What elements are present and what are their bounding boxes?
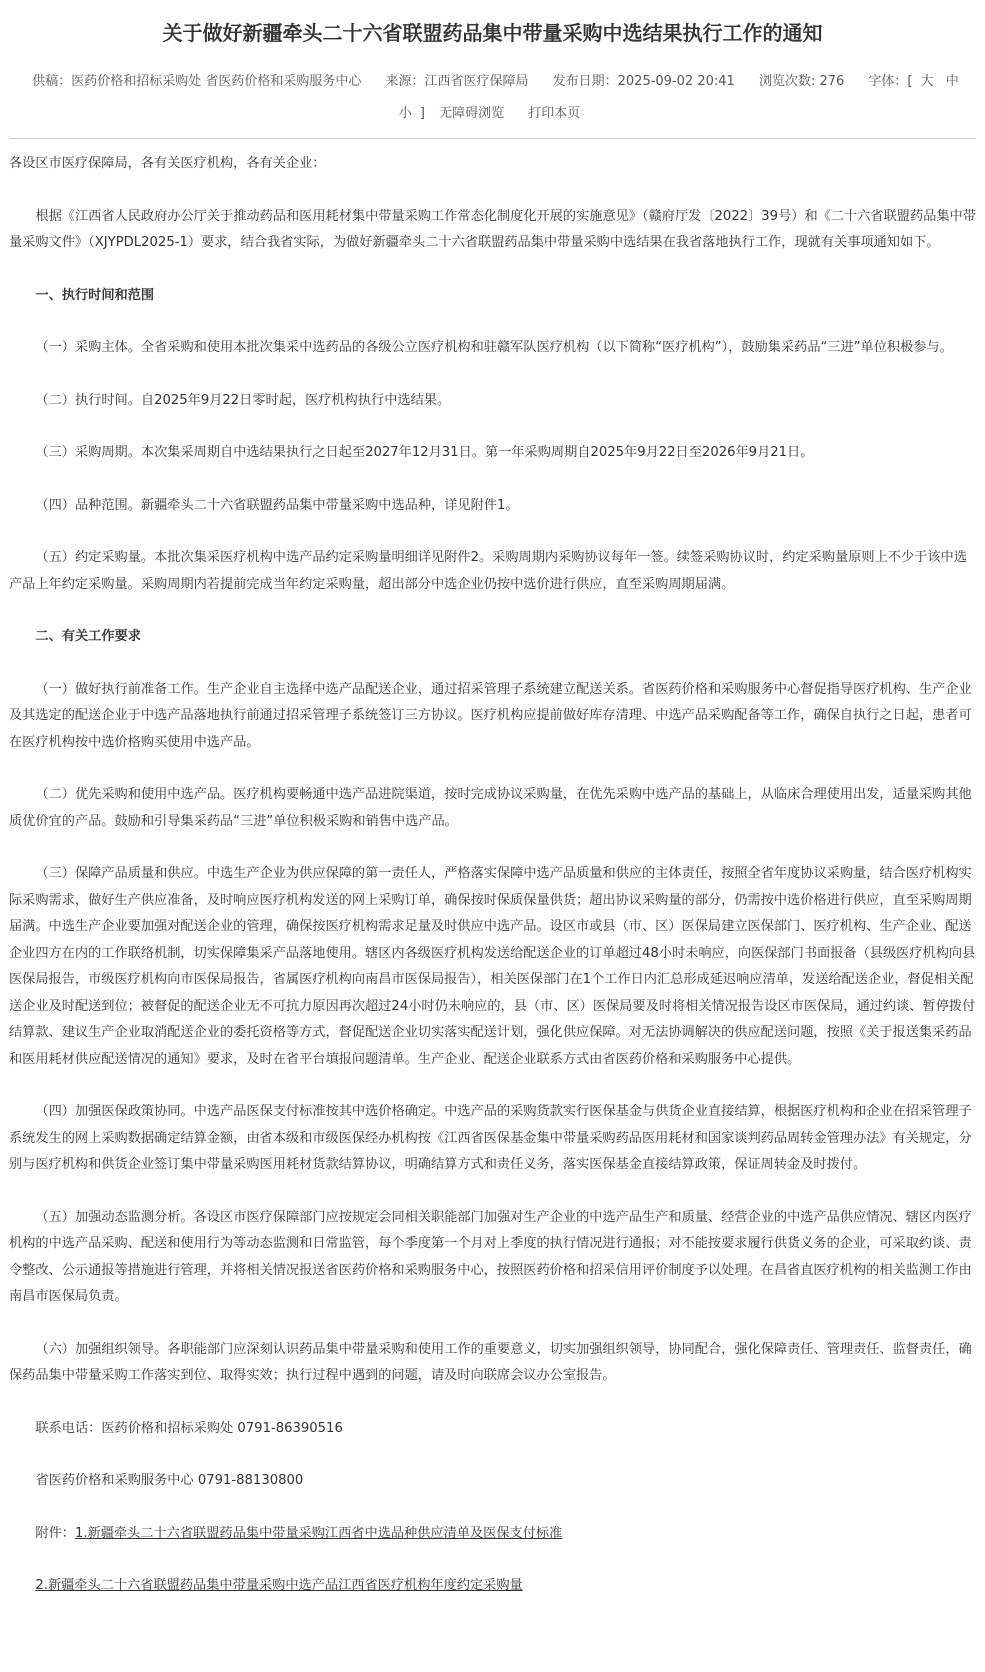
attachments-more: [9, 1573, 976, 1600]
article-body: [9, 151, 976, 1600]
page-title: 关于做好新疆牵头二十六省联盟药品集中带量采购中选结果执行工作的通知: [162, 21, 823, 45]
font-medium-button[interactable]: 中: [945, 74, 959, 89]
attachment-link-1[interactable]: 1.新疆牵头二十六省联盟药品集中带量采购江西省中选品种供应清单及医保支付标准: [74, 1525, 563, 1541]
attachment-link-2[interactable]: 2.新疆牵头二十六省联盟药品集中带量采购中选产品江西省医疗机构年度约定采购量: [35, 1578, 523, 1593]
font-size-close: ]: [419, 106, 425, 121]
section1-item: （四）品种范围。新疆牵头二十六省联盟药品集中带量采购中选品种，详见附件1。: [35, 497, 519, 513]
section-heading-1: 一、执行时间和范围: [35, 287, 155, 303]
font-small-button[interactable]: 小: [398, 106, 412, 121]
section2-item: （三）保障产品质量和供应。中选生产企业为供应保障的第一责任人，严格落实保障中选产品质量和供应的主体责任，按照全省年度协议采购量，结合医疗机构实际采购需求，做好生产供应准备，及时响应医疗机构发送的网上采购订单，确保按时保质保量供货；超出协议采购量的部分，仍需按中选价格进行供应，直至采购周期届满。中选生产企业要加强对配送企业的管理，确保按医疗机构需求足量及时供应中选产品。设区市或县（市、区）医保局建立医保部门、医疗机构、生产企业、配送企业四方在内的工作联络机制，切实保障集采产品落地使用。辖区内各级医疗机构发送给配送企业的订单超过48小时未响应，向医保部门书面报备（县级医疗机构向县医保局报告，市级医疗机构向市医保局报告，省属医疗机构向南昌市医保局报告），相关医保部门在1个工作日内汇总形成延迟响应清单，发送给配送企业，督促相关配送企业及时配送到位；被督促的配送企业无不可抗力原因再次超过24小时仍未响应的，县（市、区）医保局要及时将相关情况报告设区市医保局，通过约谈、暂停拨付结算款、建议生产企业取消配送企业的委托资格等方式，督促配送企业切实落实配送计划，强化供应保障。对无法协调解决的供应配送问题，按照《关于报送集采药品和医用耗材供应配送情况的通知》要求，及时在省平台填报问题清单。生产企业、配送企业联系方式由省医药价格和采购服务中心提供。: [9, 866, 976, 1067]
attachments-label: 附件：: [35, 1525, 75, 1541]
section2-item: （一）做好执行前准备工作。生产企业自主选择中选产品配送企业，通过招采管理子系统建立配送关系。省医药价格和采购服务中心督促指导医疗机构、生产企业及其选定的配送企业于中选产品落地执行前通过招采管理子系统签订三方协议。医疗机构应提前做好库存清理、中选产品采购配备等工作，确保自执行之日起，患者可在医疗机构按中选价格购买使用中选产品。: [9, 681, 972, 750]
section2-item: （四）加强医保政策协同。中选产品医保支付标准按其中选价格确定。中选产品的采购货款实行医保基金与供货企业直接结算，根据医疗机构和企业在招采管理子系统发生的网上采购数据确定结算金额，由省本级和市级医保经办机构按《江西省医保基金集中带量采购药品医用耗材和国家谈判药品周转金管理办法》有关规定，分别与医疗机构和供货企业签订集中带量采购医用耗材货款结算协议，明确结算方式和责任义务，落实医保基金直接结算政策，保证周转金及时拨付。: [9, 1104, 972, 1172]
salutation: 各设区市医疗保障局，各有关医疗机构，各有关企业：: [9, 156, 326, 171]
section-heading-2: 二、有关工作要求: [35, 629, 141, 644]
print-page-link[interactable]: 打印本页: [528, 106, 581, 121]
contact-phone: 联系电话：医药价格和招标采购处 0791-86390516: [35, 1420, 343, 1436]
section2-item: （六）加强组织领导。各职能部门应深刻认识药品集中带量采购和使用工作的重要意义，切实加强组织领导，协同配合，强化保障责任、管理责任、监督责任，确保药品集中带量采购工作落实到位、取得实效；执行过程中遇到的问题，请及时向联席会议办公室报告。: [9, 1341, 972, 1383]
contact-center: 省医药价格和采购服务中心 0791-88130800: [35, 1473, 304, 1488]
section1-item: （三）采购周期。本次集采周期自中选结果执行之日起至2027年12月31日。第一年采购周期自2025年9月22日至2026年9月21日。: [35, 445, 814, 460]
intro-paragraph: 根据《江西省人民政府办公厅关于推动药品和医用耗材集中带量采购工作常态化制度化开展的实施意见》（赣府厅发〔2022〕39号）和《二十六省联盟药品集中带量采购文件》（XJYPDL2025-1）要求，结合我省实际，为做好新疆牵头二十六省联盟药品集中带量采购中选结果在我省落地执行工作，现就有关事项通知如下。: [9, 208, 976, 250]
font-large-button[interactable]: 大: [920, 74, 934, 89]
font-size-label: 字体：[: [868, 74, 913, 89]
divider: [9, 138, 976, 139]
meta-date: 发布日期：2025-09-02 20:41: [552, 74, 735, 89]
section2-item: （五）加强动态监测分析。各设区市医疗保障部门应按规定会同相关职能部门加强对生产企业的中选产品生产和质量、经营企业的中选产品供应情况、辖区内医疗机构的中选产品采购、配送和使用行为等动态监测和日常监管，每个季度第一个月对上季度的执行情况进行通报；对不能按要求履行供货义务的企业，可采取约谈、责令整改、公示通报等措施进行管理，并将相关情况报送省医药价格和采购服务中心，按照医药价格和招采信用评价制度予以处理。在昌省直医疗机构的相关监测工作由南昌市医保局负责。: [9, 1209, 972, 1304]
article-meta: [9, 66, 976, 130]
section1-item: （二）执行时间。自2025年9月22日零时起，医疗机构执行中选结果。: [35, 392, 451, 408]
accessible-browse-link[interactable]: 无障碍浏览: [439, 106, 505, 121]
meta-views: 浏览次数: 276: [758, 74, 845, 89]
section1-item: （一）采购主体。全省采购和使用本批次集采中选药品的各级公立医疗机构和驻赣军队医疗机构（以下简称“医疗机构”），鼓励集采药品“三进”单位积极参与。: [35, 340, 953, 355]
section1-item: （五）约定采购量。本批次集采医疗机构中选产品约定采购量明细详见附件2。采购周期内采购协议每年一签。续签采购协议时，约定采购量原则上不少于该中选产品上年约定采购量。采购周期内若提前完成当年约定采购量，超出部分中选企业仍按中选价进行供应，直至采购周期届满。: [9, 550, 967, 592]
attachments: [9, 1521, 976, 1548]
meta-source: 来源：江西省医疗保障局: [385, 74, 529, 89]
section2-item: （二）优先采购和使用中选产品。医疗机构要畅通中选产品进院渠道，按时完成协议采购量，在优先采购中选产品的基础上，从临床合理使用出发，适量采购其他质优价宜的产品。鼓励和引导集采药品“三进”单位积极采购和销售中选产品。: [9, 787, 972, 829]
meta-author: 供稿：医药价格和招标采购处 省医药价格和采购服务中心: [32, 74, 362, 89]
